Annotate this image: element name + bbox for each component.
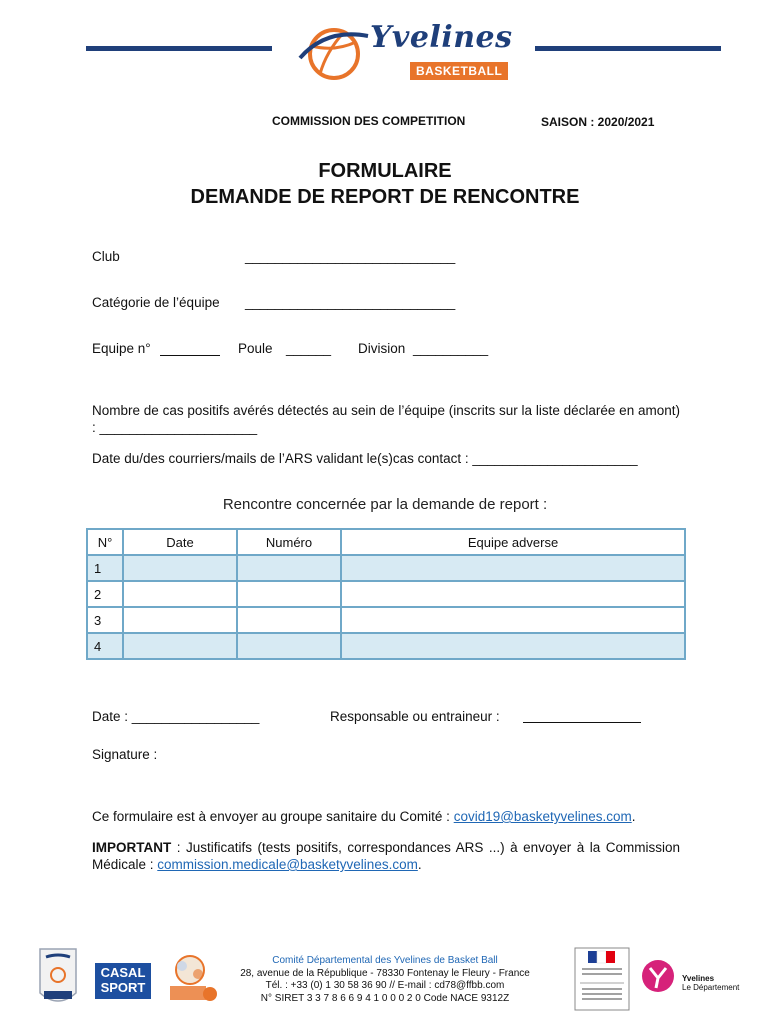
table-header-row xyxy=(87,529,685,555)
table-row xyxy=(87,607,685,633)
logo-wordmark: Yvelines xyxy=(370,20,513,55)
match-number-cell[interactable] xyxy=(237,581,341,607)
pool-label: Poule xyxy=(238,341,273,356)
ffbb-shield-logo-icon xyxy=(38,947,78,1009)
important-label: IMPORTANT xyxy=(92,840,172,855)
season-label: SAISON : 2020/2021 xyxy=(541,115,655,129)
casal-line1: CASAL xyxy=(100,965,146,980)
col-header-opponent: Equipe adverse xyxy=(341,529,685,555)
table-row xyxy=(87,633,685,659)
pool-field[interactable]: ______ xyxy=(286,341,332,356)
form-title: FORMULAIRE xyxy=(318,160,452,182)
match-number-cell[interactable] xyxy=(237,555,341,581)
positive-cases-text: Nombre de cas positifs avérés détectés au sein de l’équipe (inscrits sur la liste déclarée en amont) : _____________________ xyxy=(92,403,680,435)
row-number: 2 xyxy=(87,581,123,607)
date-field[interactable]: Date : _________________ xyxy=(92,709,260,724)
category-label: Catégorie de l’équipe xyxy=(92,295,220,310)
casal-sport-logo xyxy=(95,963,151,999)
casal-line2: SPORT xyxy=(100,980,146,995)
date-cell[interactable] xyxy=(123,607,237,633)
date-cell[interactable] xyxy=(123,555,237,581)
col-header-match-number: Numéro xyxy=(237,529,341,555)
yvelines-departement-logo-icon xyxy=(640,958,676,994)
send-text: Ce formulaire est à envoyer au groupe sanitaire du Comité : xyxy=(92,809,454,824)
col-header-number: N° xyxy=(87,529,123,555)
form-subtitle: DEMANDE DE REPORT DE RENCONTRE xyxy=(190,186,580,208)
match-number-cell[interactable] xyxy=(237,633,341,659)
medical-email-link[interactable]: commission.medicale@basketyvelines.com xyxy=(157,857,418,872)
signature-label: Signature : xyxy=(92,747,158,762)
important-text: : Justificatifs (tests positifs, correspondances ARS ...) à envoyer à la Commission Médicale : xyxy=(92,840,680,872)
footer-address-block xyxy=(220,955,550,1005)
table-row xyxy=(87,555,685,581)
footer-address: 28, avenue de la République - 78330 Fontenay le Fleury - France xyxy=(240,967,530,979)
header-bar-right xyxy=(535,46,721,51)
meeting-heading: Rencontre concernée par la demande de report : xyxy=(222,496,548,513)
commission-label: COMMISSION DES COMPETITION xyxy=(272,114,466,128)
footer-contact: Tél. : +33 (0) 1 30 58 36 90 // E-mail : cd78@ffbb.com xyxy=(265,980,505,991)
opponent-cell[interactable] xyxy=(341,581,685,607)
date-cell[interactable] xyxy=(123,581,237,607)
yvelines-sub: Le Département xyxy=(682,983,740,992)
responsible-label: Responsable ou entraineur : xyxy=(330,709,500,724)
send-end: . xyxy=(631,809,636,824)
row-number: 4 xyxy=(87,633,123,659)
responsible-field[interactable] xyxy=(523,722,641,723)
club-label: Club xyxy=(92,249,120,264)
yvelines-name: Yvelines xyxy=(682,974,715,983)
basketball-logo-icon xyxy=(296,22,374,82)
opponent-cell[interactable] xyxy=(341,607,685,633)
col-header-date: Date xyxy=(123,529,237,555)
row-number: 3 xyxy=(87,607,123,633)
category-field[interactable]: ____________________________ xyxy=(245,295,456,310)
important-note xyxy=(92,839,680,873)
division-label: Division xyxy=(358,341,406,356)
club-field[interactable]: ____________________________ xyxy=(245,249,456,264)
ministry-logo-icon xyxy=(574,947,630,1011)
opponent-cell[interactable] xyxy=(341,555,685,581)
covid-email-link[interactable]: covid19@basketyvelines.com xyxy=(453,809,632,824)
ars-date-text: Date du/des courriers/mails de l’ARS validant le(s)cas contact : ______________________ xyxy=(92,451,638,466)
footer-siret: N° SIRET 3 3 7 8 6 6 9 4 1 0 0 0 2 0 Code NACE 9312Z xyxy=(260,992,510,1004)
date-cell[interactable] xyxy=(123,633,237,659)
row-number: 1 xyxy=(87,555,123,581)
send-instructions xyxy=(92,809,636,824)
logo-subtitle: BASKETBALL xyxy=(410,62,508,80)
meeting-table xyxy=(86,528,686,660)
table-row xyxy=(87,581,685,607)
team-field[interactable] xyxy=(160,355,220,356)
header-bar-left xyxy=(86,46,272,51)
esprit-sportif-logo-icon xyxy=(164,950,220,1004)
division-field[interactable]: __________ xyxy=(413,341,489,356)
footer-org: Comité Départemental des Yvelines de Basket Ball xyxy=(272,955,498,966)
match-number-cell[interactable] xyxy=(237,607,341,633)
team-label: Equipe n° xyxy=(92,341,151,356)
important-end: . xyxy=(417,857,422,872)
opponent-cell[interactable] xyxy=(341,633,685,659)
